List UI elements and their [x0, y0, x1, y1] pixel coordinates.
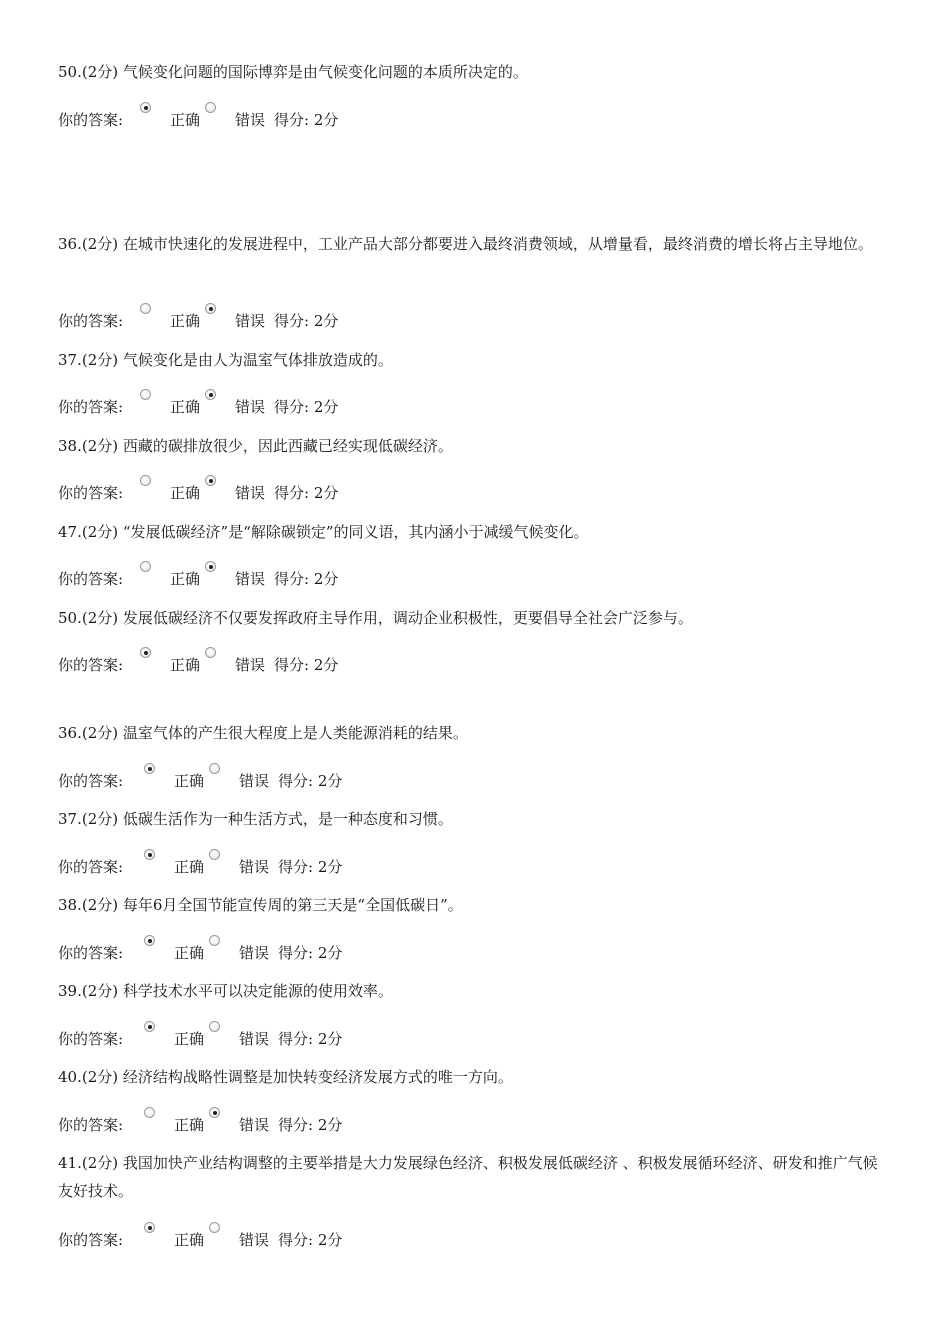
- option-false-label: 错误: [235, 656, 266, 674]
- radio-true[interactable]: [144, 1107, 155, 1118]
- radio-false[interactable]: [205, 303, 216, 314]
- option-true-label: 正确: [170, 312, 201, 330]
- question-text: 39.(2分) 科学技术水平可以决定能源的使用效率。: [58, 982, 393, 1000]
- question-text: 38.(2分) 西藏的碳排放很少，因此西藏已经实现低碳经济。: [58, 437, 453, 455]
- answer-label: 你的答案:: [58, 656, 124, 674]
- radio-true[interactable]: [140, 389, 151, 400]
- radio-false[interactable]: [205, 102, 216, 113]
- option-false-label: 错误: [235, 484, 266, 502]
- answer-label: 你的答案:: [58, 944, 124, 962]
- radio-true[interactable]: [140, 102, 151, 113]
- radio-true[interactable]: [144, 849, 155, 860]
- option-true-label: 正确: [170, 656, 201, 674]
- option-true-label: 正确: [174, 1030, 205, 1048]
- answer-label: 你的答案:: [58, 484, 124, 502]
- score-text: 得分: 2分: [278, 1030, 343, 1048]
- question-text: 37.(2分) 气候变化是由人为温室气体排放造成的。: [58, 351, 393, 369]
- score-text: 得分: 2分: [278, 1231, 343, 1249]
- answer-row: [58, 307, 658, 335]
- option-true-label: 正确: [170, 570, 201, 588]
- score-text: 得分: 2分: [274, 312, 339, 330]
- answer-row: [58, 565, 658, 593]
- option-false-label: 错误: [239, 858, 270, 876]
- radio-false[interactable]: [209, 1107, 220, 1118]
- option-true-label: 正确: [170, 484, 201, 502]
- answer-label: 你的答案:: [58, 398, 124, 416]
- radio-true[interactable]: [140, 561, 151, 572]
- option-false-label: 错误: [239, 1116, 270, 1134]
- option-false-label: 错误: [239, 944, 270, 962]
- answer-label: 你的答案:: [58, 772, 124, 790]
- question-text: 47.(2分) “发展低碳经济”是“解除碳锁定”的同义语，其内涵小于减缓气候变化。: [58, 523, 589, 541]
- score-text: 得分: 2分: [274, 656, 339, 674]
- answer-row: [58, 393, 658, 421]
- answer-label: 你的答案:: [58, 111, 124, 129]
- option-false-label: 错误: [239, 1030, 270, 1048]
- radio-false[interactable]: [205, 561, 216, 572]
- question-text: 38.(2分) 每年6月全国节能宣传周的第三天是“全国低碳日”。: [58, 896, 463, 914]
- radio-true[interactable]: [140, 475, 151, 486]
- radio-true[interactable]: [140, 647, 151, 658]
- radio-true[interactable]: [144, 1222, 155, 1233]
- radio-true[interactable]: [144, 1021, 155, 1032]
- option-true-label: 正确: [174, 1116, 205, 1134]
- radio-true[interactable]: [144, 935, 155, 946]
- score-text: 得分: 2分: [278, 772, 343, 790]
- radio-true[interactable]: [144, 763, 155, 774]
- score-text: 得分: 2分: [278, 944, 343, 962]
- question-text: 41.(2分) 我国加快产业结构调整的主要举措是大力发展绿色经济、积极发展低碳经济 、积极发展循环经济、研发和推广气候友好技术。: [58, 1154, 878, 1200]
- answer-label: 你的答案:: [58, 570, 124, 588]
- answer-row: [58, 939, 658, 967]
- radio-false[interactable]: [205, 647, 216, 658]
- answer-row: [58, 767, 658, 795]
- option-true-label: 正确: [170, 398, 201, 416]
- score-text: 得分: 2分: [274, 570, 339, 588]
- option-true-label: 正确: [174, 944, 205, 962]
- score-text: 得分: 2分: [278, 858, 343, 876]
- answer-row: [58, 106, 658, 134]
- radio-false[interactable]: [209, 935, 220, 946]
- option-false-label: 错误: [235, 398, 266, 416]
- answer-row: [58, 1025, 658, 1053]
- question-text: 36.(2分) 温室气体的产生很大程度上是人类能源消耗的结果。: [58, 724, 468, 742]
- option-true-label: 正确: [170, 111, 201, 129]
- option-true-label: 正确: [174, 772, 205, 790]
- radio-false[interactable]: [205, 389, 216, 400]
- option-false-label: 错误: [239, 1231, 270, 1249]
- option-false-label: 错误: [235, 312, 266, 330]
- score-text: 得分: 2分: [274, 484, 339, 502]
- question-text: 50.(2分) 发展低碳经济不仅要发挥政府主导作用，调动企业积极性，更要倡导全社会广泛参与。: [58, 609, 693, 627]
- answer-label: 你的答案:: [58, 858, 124, 876]
- answer-row: [58, 479, 658, 507]
- option-true-label: 正确: [174, 858, 205, 876]
- answer-label: 你的答案:: [58, 1231, 124, 1249]
- radio-false[interactable]: [205, 475, 216, 486]
- radio-false[interactable]: [209, 763, 220, 774]
- answer-row: [58, 651, 658, 679]
- option-false-label: 错误: [239, 772, 270, 790]
- answer-row: [58, 1226, 658, 1254]
- radio-false[interactable]: [209, 1021, 220, 1032]
- answer-row: [58, 1111, 658, 1139]
- question-text: 37.(2分) 低碳生活作为一种生活方式，是一种态度和习惯。: [58, 810, 453, 828]
- answer-label: 你的答案:: [58, 312, 124, 330]
- question-text: 36.(2分) 在城市快速化的发展进程中，工业产品大部分都要进入最终消费领域，从增量看，最终消费的增长将占主导地位。: [58, 235, 873, 253]
- option-false-label: 错误: [235, 570, 266, 588]
- score-text: 得分: 2分: [274, 398, 339, 416]
- question-text: 50.(2分) 气候变化问题的国际博弈是由气候变化问题的本质所决定的。: [58, 63, 528, 81]
- radio-true[interactable]: [140, 303, 151, 314]
- question-text: 40.(2分) 经济结构战略性调整是加快转变经济发展方式的唯一方向。: [58, 1068, 513, 1086]
- score-text: 得分: 2分: [274, 111, 339, 129]
- answer-label: 你的答案:: [58, 1116, 124, 1134]
- radio-false[interactable]: [209, 849, 220, 860]
- answer-label: 你的答案:: [58, 1030, 124, 1048]
- answer-row: [58, 853, 658, 881]
- score-text: 得分: 2分: [278, 1116, 343, 1134]
- option-true-label: 正确: [174, 1231, 205, 1249]
- option-false-label: 错误: [235, 111, 266, 129]
- radio-false[interactable]: [209, 1222, 220, 1233]
